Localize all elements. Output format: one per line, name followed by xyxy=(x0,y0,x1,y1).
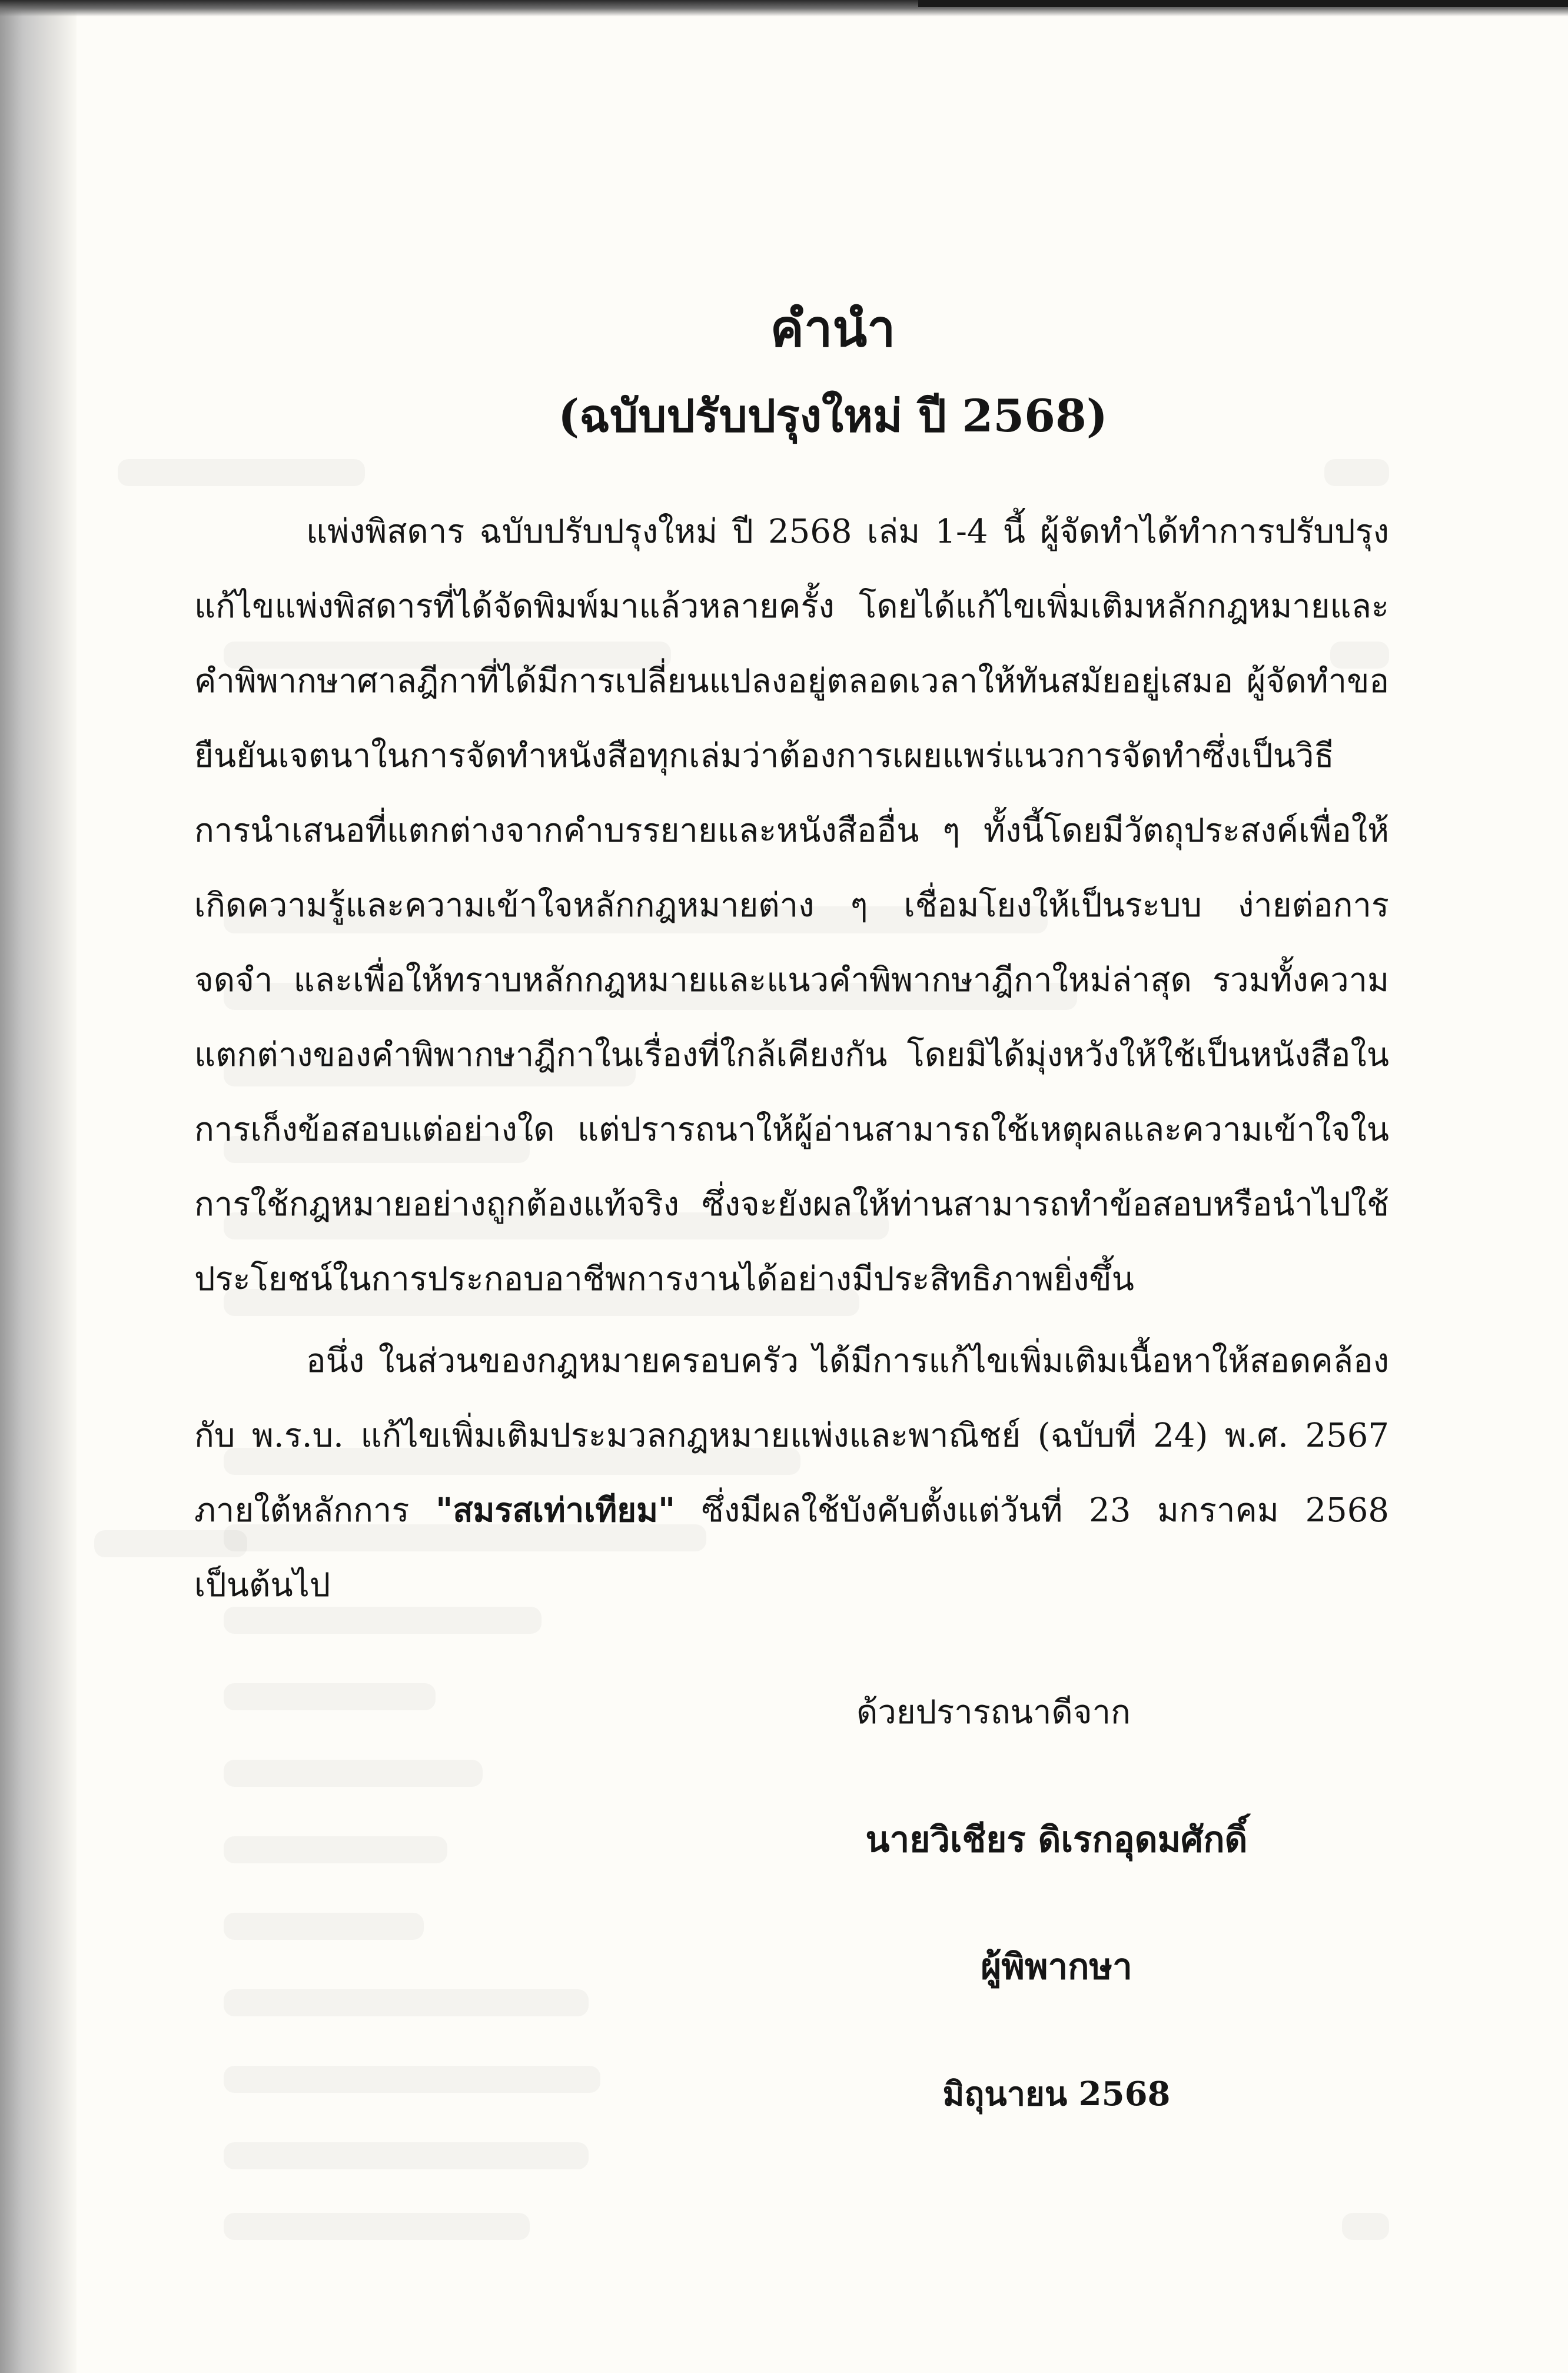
bleed-through-mark xyxy=(224,2213,530,2240)
paragraph-text: อนึ่ง ในส่วนของกฎหมายครอบครัว ได้มีการแก้ไขเพิ่มเติมเนื้อหาให้สอดคล้องกับ พ.ร.บ. แก้ไขเพิ่มเติมประมวลกฎหมายแพ่งและพาณิชย์ (ฉบับที่ 24) พ.ศ. 2567 ภายใต้หลักการ xyxy=(194,1342,1389,1530)
paragraph-text: ซึ่งมีผลใช้บังคับตั้งแต่วันที่ 23 มกราคม 2568 เป็นต้นไป xyxy=(194,1491,1389,1604)
book-binding-shadow xyxy=(0,0,77,2373)
preface-body xyxy=(194,494,1389,1623)
signature-date: มิถุนายน 2568 xyxy=(942,2075,1171,2113)
body-paragraph xyxy=(194,494,1389,1317)
author-title: ผู้พิพากษา xyxy=(981,1946,1132,1988)
bleed-through-mark xyxy=(224,2142,589,2169)
author-name: นายวิเชียร ดิเรกอุดมศักดิ์ xyxy=(865,1819,1248,1860)
paragraph-text: แพ่งพิสดาร ฉบับปรับปรุงใหม่ ปี 2568 เล่ม 1-4 นี้ ผู้จัดทำได้ทำการปรับปรุงแก้ไขแพ่งพิสดารที่ได้จัดพิมพ์มาแล้วหลายครั้ง โดยได้แก้ไขเพิ่มเติมหลักกฎหมายและคำพิพากษาศาลฎีกาที่ได้มีการเปลี่ยนแปลงอยู่ตลอดเวลาให้ทันสมัยอยู่เสมอ ผู้จัดทำขอยืนยันเจตนาในการจัดทำหนังสือทุกเล่มว่าต้องการเผยแพร่แนวการจัดทำซึ่งเป็นวิธีการนำเสนอที่แตกต่างจากคำบรรยายและหนังสืออื่น ๆ ทั้งนี้โดยมีวัตถุประสงค์เพื่อให้เกิดความรู้และความเข้าใจหลักกฎหมายต่าง ๆ เชื่อมโยงให้เป็นระบบ ง่ายต่อการจดจำ และเพื่อให้ทราบหลักกฎหมายและแนวคำพิพากษาฎีกาใหม่ล่าสุด รวมทั้งความแตกต่างของคำพิพากษาฎีกาในเรื่องที่ใกล้เคียงกัน โดยมิได้มุ่งหวังให้ใช้เป็นหนังสือในการเก็งข้อสอบแต่อย่างใด แต่ปรารถนาให้ผู้อ่านสามารถใช้เหตุผลและความเข้าใจในการใช้กฎหมายอย่างถูกต้องแท้จริง ซึ่งจะยังผลให้ท่านสามารถทำข้อสอบหรือนำไปใช้ประโยชน์ในการประกอบอาชีพการงานได้อย่างมีประสิทธิภาพยิ่งขึ้น xyxy=(194,513,1389,1298)
closing-phrase: ด้วยปรารถนาดีจาก xyxy=(856,1693,1131,1731)
edition-subtitle: (ฉบับปรับปรุงใหม่ ปี 2568) xyxy=(558,390,1108,442)
emphasized-text: "สมรสเท่าเทียม" xyxy=(436,1491,676,1530)
page-top-edge-dark xyxy=(918,0,1568,7)
bleed-through-mark xyxy=(1342,2213,1389,2240)
preface-page xyxy=(194,235,1389,2131)
body-paragraph xyxy=(194,1324,1389,1623)
page-title: คำนำ xyxy=(770,299,896,358)
signature-block xyxy=(194,1676,1389,2131)
